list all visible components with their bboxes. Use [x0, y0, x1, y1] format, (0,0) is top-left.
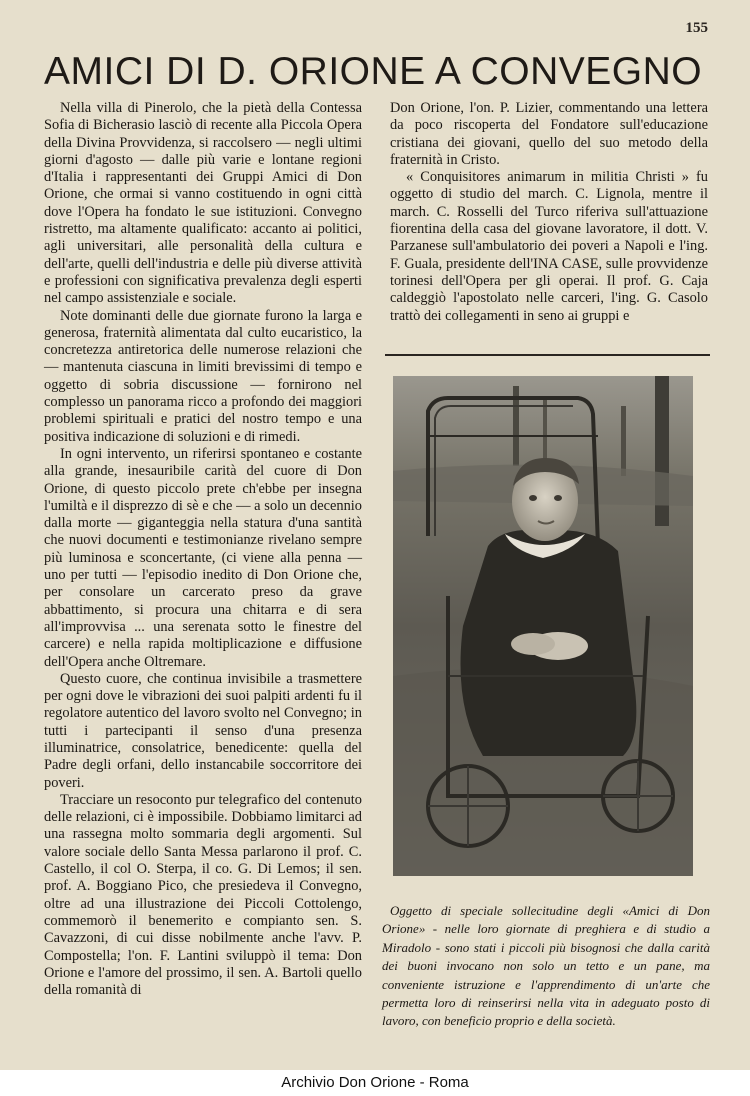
- page-number: 155: [685, 20, 708, 36]
- article-paragraph-continued: Don Orione, l'on. P. Lizier, commentando una lettera da poco riscoperta del Fondatore sull'educazione cristiana dei giovani, quello del suo metodo della fraternità in Cristo.: [390, 100, 708, 168]
- article-paragraph: In ogni intervento, un riferirsi spontaneo e costante alla grande, inesauribile carità del cuore di Don Orione, di questo piccolo prete ch'ebbe per insegna l'umiltà e il disprezzo di sè e che — a solo un decennio dalla morte — giganteggia nella statura d'una santità che nuovi documenti e testimonianze rivelano sempre più luminosa e sconcertante, (ci viene alla penna — uno per tutti — l'episodio inedito di Don Orione che, per consolare un carcerato preso da grave abbattimento, si procura una chitarra e di sera all'improvvisa ... una serenata sotto le finestre del carcere) e nella rapida moltiplicazione e diffusione dell'Opera anche Oltremare.: [44, 445, 362, 670]
- archive-footer: Archivio Don Orione - Roma: [0, 1070, 750, 1096]
- article-title: AMICI DI D. ORIONE A CONVEGNO: [44, 50, 703, 93]
- article-paragraph: Note dominanti delle due giornate furono la larga e generosa, fraternità alimentata dal culto eucaristico, la concretezza antiretorica delle numerose relazioni che — mantenuta ciascuna in limiti brevissimi di tempo e oggetto di sobria discussione — fornirono nel complesso un panorama ricco a profondo dei maggiori problemi spirituali e pratici del nostro tempo e una positiva indicazione di soluzioni e di rimedi.: [44, 307, 362, 445]
- article-photo: [393, 376, 693, 876]
- article-column-right: [390, 100, 708, 325]
- article-column-left: [44, 100, 362, 999]
- section-divider: [385, 354, 710, 356]
- article-paragraph: Questo cuore, che continua invisibile a trasmettere per ogni dove le vibrazioni dei suoi palpiti ardenti fu il regolatore autentico del lavoro svolto nel Convegno; in tutti i partecipanti il senso d'una presenza illuminatrice, consolatrice, benedicente: quella del Padre degli orfani, dello instancabile soccorritore dei poveri.: [44, 670, 362, 791]
- article-paragraph: Nella villa di Pinerolo, che la pietà della Contessa Sofia di Bicherasio lasciò di recente alla Piccola Opera della Divina Provvidenza, si raccolsero — negli ultimi giorni d'agosto — dalle più varie e lontane regioni d'Italia i rappresentanti dei Gruppi Amici di Don Orione, che ormai si vanno costituendo in ogni città dove l'Opera ha fondato le sue istituzioni. Convegno ristretto, ma altamente qualificato: accanto ai politici, agli universitari, alle personalità della cultura e dell'arte, quelli dell'industria e delle più diverse attività e professioni con significativa prevalenza degli esperti nel campo assistenziale e sociale.: [44, 100, 362, 307]
- article-paragraph: « Conquisitores animarum in militia Christi » fu oggetto di studio del march. C. Lignola, mentre il march. C. Rosselli del Turco riferiva sull'attuazione fiorentina della casa del giovane lavoratore, il dott. V. Parzanese sull'ambulatorio dei poveri a Napoli e l'ing. F. Guala, presidente dell'INA CASE, sulle provvidenze torinesi dell'Opera per gli operai. Il prof. G. Caja caldeggiò l'apostolato nelle carceri, l'ing. G. Casolo trattò dei collegamenti in seno ai gruppi e: [390, 169, 708, 324]
- photo-caption: Oggetto di speciale sollecitudine degli «Amici di Don Orione» - nelle loro giornate di preghiera e di studio a Miradolo - sono stati i piccoli più bisognosi che dalla carità dei buoni invocano non solo un tetto e un pane, ma conveniente istruzione e l'apprendimento di un'arte che permetta loro di reinserirsi nella vita in adeguato posto di lavoro, con beneficio proprio e della società.: [382, 903, 710, 1029]
- article-paragraph: Tracciare un resoconto pur telegrafico del contenuto delle relazioni, ci è impossibile. Dobbiamo limitarci ad una rassegna molto sommaria degli argomenti. Sul valore sociale dello Santa Messa parlarono il prof. C. Castello, il col O. Sterpa, il co. G. Di Lemos; il sen. prof. A. Boggiano Pico, che presiedeva il Convegno, oltre ad una illustrazione dei Piccoli Cottolengo, commemorò il benemerito e compianto sen. S. Cavazzoni, di cui disse nobilmente anche l'avv. P. Compostella; l'on. F. Lantini sviluppò il tema: Don Orione e l'amore del prossimo, il sen. A. Bartoli quello della romanità di: [44, 791, 362, 999]
- photo-child-in-pram: [393, 376, 693, 876]
